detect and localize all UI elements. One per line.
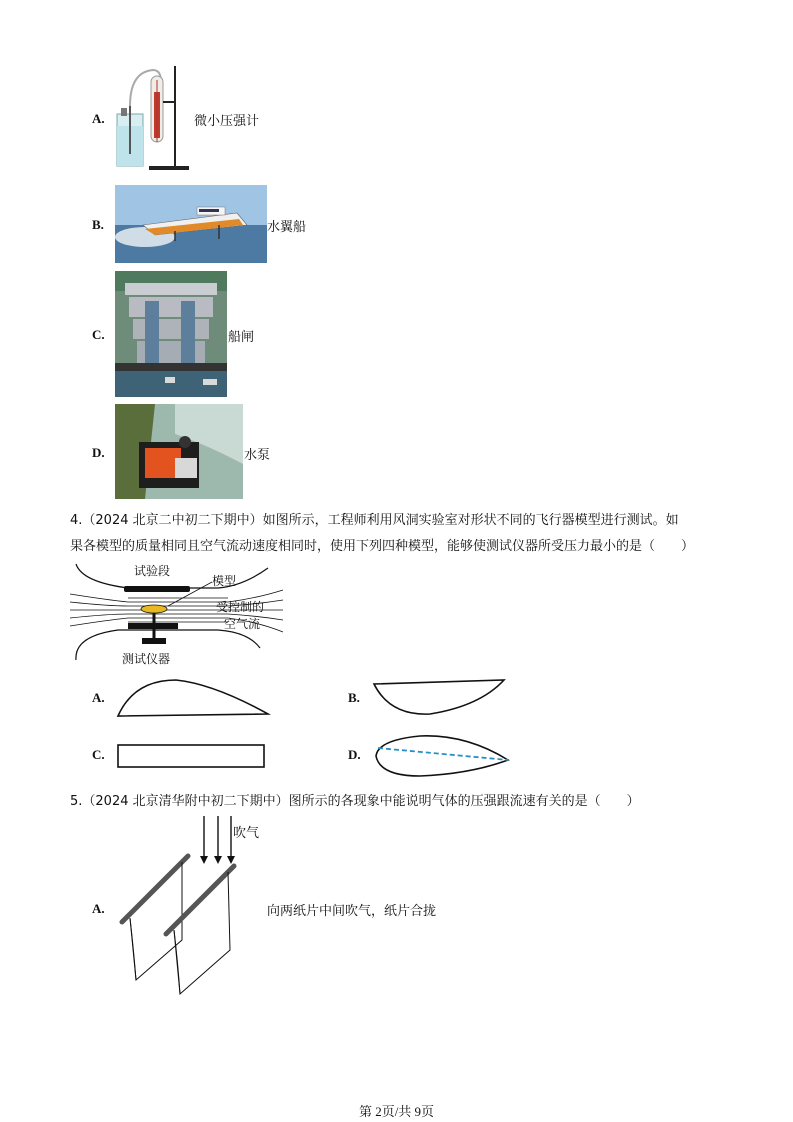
q3-option-c-caption: 船闸 (228, 330, 255, 345)
q3-option-b-letter: B. (92, 217, 104, 232)
hydrofoil-boat-image (115, 185, 267, 263)
q4-text-line-1: 4.（2024 北京二中初二下期中）如图所示，工程师利用风洞实验室对形状不同的飞行器模型进行测试。如 (70, 513, 679, 528)
q3-option-c-letter: C. (92, 327, 105, 342)
label-test-section: 试验段 (134, 564, 171, 578)
water-pump-image (115, 404, 243, 499)
q4-option-d-shape (370, 730, 514, 780)
q4-option-c-shape (114, 742, 266, 770)
page-number-footer: 第 2页/共 9页 (358, 1104, 435, 1119)
q5-option-a-letter: A. (92, 901, 105, 916)
q4-option-c-letter: C. (92, 747, 105, 762)
label-model: 模型 (212, 574, 237, 588)
q3-option-b-caption: 水翼船 (267, 220, 307, 235)
q4-text-line-2: 果各模型的质量相同且空气流动速度相同时，使用下列四种模型，能够使测试仪器所受压力最小的是（ ） (70, 539, 695, 554)
micro-manometer-image (113, 62, 193, 174)
q4-option-d-letter: D. (348, 747, 361, 762)
wind-tunnel-figure (68, 560, 288, 668)
label-test-instrument: 测试仪器 (122, 652, 171, 666)
ship-lock-image (115, 271, 227, 397)
q3-option-a-letter: A. (92, 111, 105, 126)
q4-option-b-shape (370, 676, 510, 720)
blow-air-label: 吹气 (233, 826, 260, 841)
paper-sheets-figure (116, 814, 266, 998)
q4-option-a-letter: A. (92, 690, 105, 705)
q4-option-a-shape (114, 676, 274, 720)
q4-option-b-letter: B. (348, 690, 360, 705)
q3-option-d-caption: 水泵 (244, 448, 271, 463)
label-airflow-line-1: 受控制的 (216, 600, 265, 614)
q5-option-a-caption: 向两纸片中间吹气，纸片合拢 (267, 904, 437, 919)
q5-text-line-1: 5.（2024 北京清华附中初二下期中）图所示的各现象中能说明气体的压强跟流速有关的是（ ） (70, 794, 640, 809)
q3-option-d-letter: D. (92, 445, 105, 460)
q3-option-a-caption: 微小压强计 (194, 114, 260, 129)
label-airflow-line-2: 空气流 (224, 617, 261, 631)
